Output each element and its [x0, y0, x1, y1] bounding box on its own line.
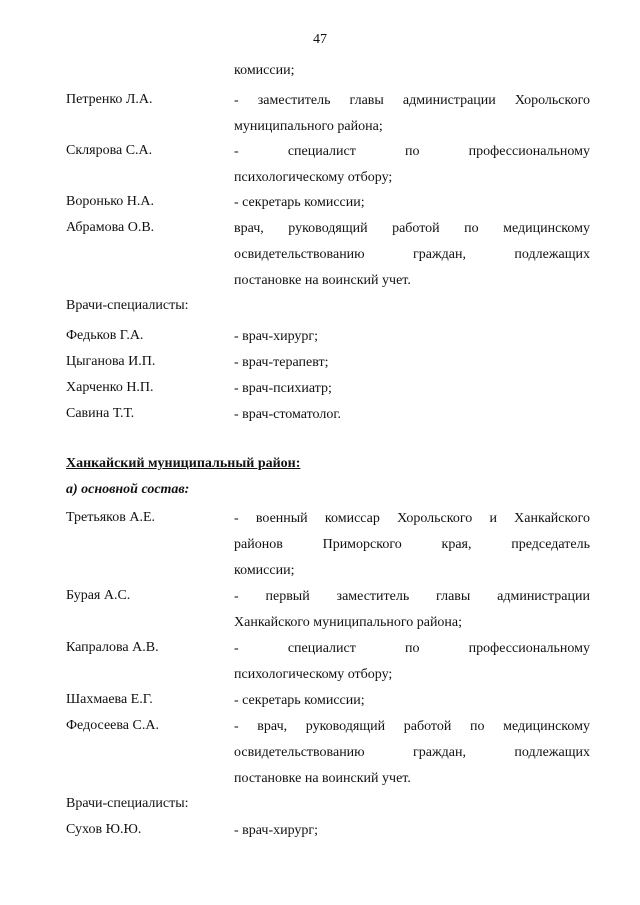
desc-line: - врач-стоматолог.: [234, 407, 342, 422]
desc-line: врач, руководящий работой по медицинскому: [234, 221, 590, 236]
desc-line: - секретарь комиссии;: [234, 693, 365, 708]
member-role: [234, 588, 590, 640]
member-name: Федосеева С.А.: [66, 718, 159, 733]
desc-line: муниципального района;: [234, 119, 383, 134]
specialist-name: Цыганова И.П.: [66, 354, 156, 369]
member-name: Воронько Н.А.: [66, 194, 155, 209]
desc-line: - врач-терапевт;: [234, 355, 329, 370]
specialist-name: Харченко Н.П.: [66, 380, 154, 395]
member-name: Капралова А.В.: [66, 640, 159, 655]
member-role: [234, 692, 590, 718]
member-role: [234, 640, 590, 692]
specialist-role: [234, 406, 590, 432]
specialist-name: Федьков Г.А.: [66, 328, 144, 343]
desc-line: освидетельствованию граждан, подлежащих: [234, 247, 590, 262]
desc-line: - секретарь комиссии;: [234, 195, 365, 210]
desc-line: комиссии;: [234, 63, 295, 78]
desc-line: - врач, руководящий работой по медицинскому: [234, 719, 590, 734]
desc-line: - врач-психиатр;: [234, 381, 332, 396]
desc-line: Ханкайского муниципального района;: [234, 615, 463, 630]
desc-line: - врач-хирург;: [234, 823, 319, 838]
desc-line: - первый заместитель главы администрации: [234, 589, 590, 604]
member-role: [234, 718, 590, 796]
desc-line: комиссии;: [234, 563, 295, 578]
desc-line: - заместитель главы администрации Хорольского: [234, 93, 590, 108]
specialists-label: Врачи-специалисты:: [66, 298, 189, 313]
continued-text: [234, 62, 590, 88]
member-name: Петренко Л.А.: [66, 92, 153, 107]
district-title: Ханкайский муниципальный район:: [66, 456, 301, 471]
member-role: [234, 194, 590, 220]
specialist-role: [234, 328, 590, 354]
member-name: Третьяков А.Е.: [66, 510, 156, 525]
desc-line: постановке на воинский учет.: [234, 771, 411, 786]
desc-line: - специалист по профессиональному: [234, 641, 590, 656]
desc-line: психологическому отбору;: [234, 667, 393, 682]
desc-line: районов Приморского края, председатель: [234, 537, 590, 552]
member-name: Склярова С.А.: [66, 143, 153, 158]
member-name: Шахмаева Е.Г.: [66, 692, 153, 707]
specialists-label: Врачи-специалисты:: [66, 796, 189, 811]
member-role: [234, 510, 590, 588]
member-role: [234, 143, 590, 195]
specialist-name: Савина Т.Т.: [66, 406, 135, 421]
desc-line: освидетельствованию граждан, подлежащих: [234, 745, 590, 760]
desc-line: - военный комиссар Хорольского и Ханкайского: [234, 511, 590, 526]
page-number: 47: [313, 32, 327, 47]
specialist-name: Сухов Ю.Ю.: [66, 822, 142, 837]
member-name: Бурая А.С.: [66, 588, 131, 603]
member-role: [234, 92, 590, 144]
member-role: [234, 220, 590, 298]
desc-line: - врач-хирург;: [234, 329, 319, 344]
desc-line: постановке на воинский учет.: [234, 273, 411, 288]
specialist-role: [234, 380, 590, 406]
member-name: Абрамова О.В.: [66, 220, 155, 235]
specialist-role: [234, 822, 590, 848]
composition-label: а) основной состав:: [66, 482, 190, 497]
desc-line: психологическому отбору;: [234, 170, 393, 185]
desc-line: - специалист по профессиональному: [234, 144, 590, 159]
specialist-role: [234, 354, 590, 380]
